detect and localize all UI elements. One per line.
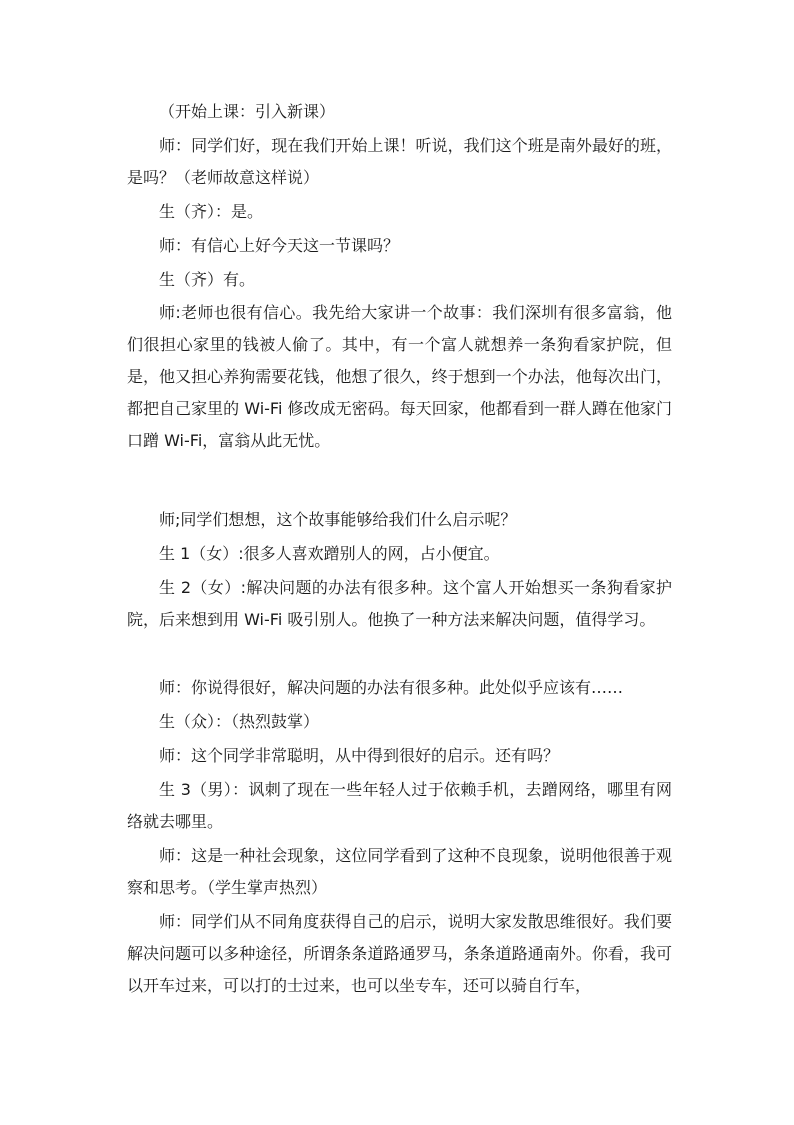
paragraph-teacher-confidence-question: 师：有信心上好今天这一节课吗？ [159,236,400,255]
paragraph-students-have: 生（齐）有。 [159,270,256,289]
paragraph-student-2: 生 2（女）:解决问题的办法有很多种。这个富人开始想买一条狗看家护院，后来想到用 Wi-Fi 吸引别人。他换了一种方法来解决问题，值得学习。 [127,578,672,629]
paragraph-teacher-greeting: 师：同学们好，现在我们开始上课！听说，我们这个班是南外最好的班，是吗？（老师故意这样说） [127,136,672,187]
paragraph-teacher-divergent-thinking: 师：同学们从不同角度获得自己的启示，说明大家发散思维很好。我们要解决问题可以多种途径，所谓条条道路通罗马，条条道路通南外。你看，我可以开车过来，可以打的士过来，也可以坐专车，还可以骑自行车， [127,912,672,995]
paragraph-student-3: 生 3（男）：讽刺了现在一些年轻人过于依赖手机，去蹭网络，哪里有网络就去哪里。 [127,780,672,831]
paragraph-teacher-praise: 师：你说得很好，解决问题的办法有很多种。此处似乎应该有…… [159,678,624,697]
paragraph-intro-heading: （开始上课：引入新课） [159,102,336,121]
paragraph-teacher-observation: 师：这是一种社会现象，这位同学看到了这种不良现象，说明他很善于观察和思考。（学生掌声热烈） [127,846,672,897]
paragraph-teacher-story: 师:老师也很有信心。我先给大家讲一个故事：我们深圳有很多富翁，他们很担心家里的钱被人偷了。其中，有一个富人就想养一条狗看家护院，但是，他又担心养狗需要花钱，他想了很久，终于想到一个办法，他每次出门，都把自己家里的 Wi-Fi 修改成无密码。每天回家，他都看到一群人蹲在他家门口蹭 Wi-Fi，富翁从此无忧。 [127,303,672,450]
paragraph-students-applause: 生（众）：（热烈鼓掌） [159,712,320,731]
paragraph-teacher-more: 师：这个同学非常聪明，从中得到很好的启示。还有吗？ [159,746,560,765]
paragraph-students-yes: 生（齐）：是。 [159,202,264,221]
paragraph-teacher-question: 师;同学们想想，这个故事能够给我们什么启示呢？ [159,510,517,529]
paragraph-student-1: 生 1（女）:很多人喜欢蹭别人的网，占小便宜。 [159,544,500,563]
